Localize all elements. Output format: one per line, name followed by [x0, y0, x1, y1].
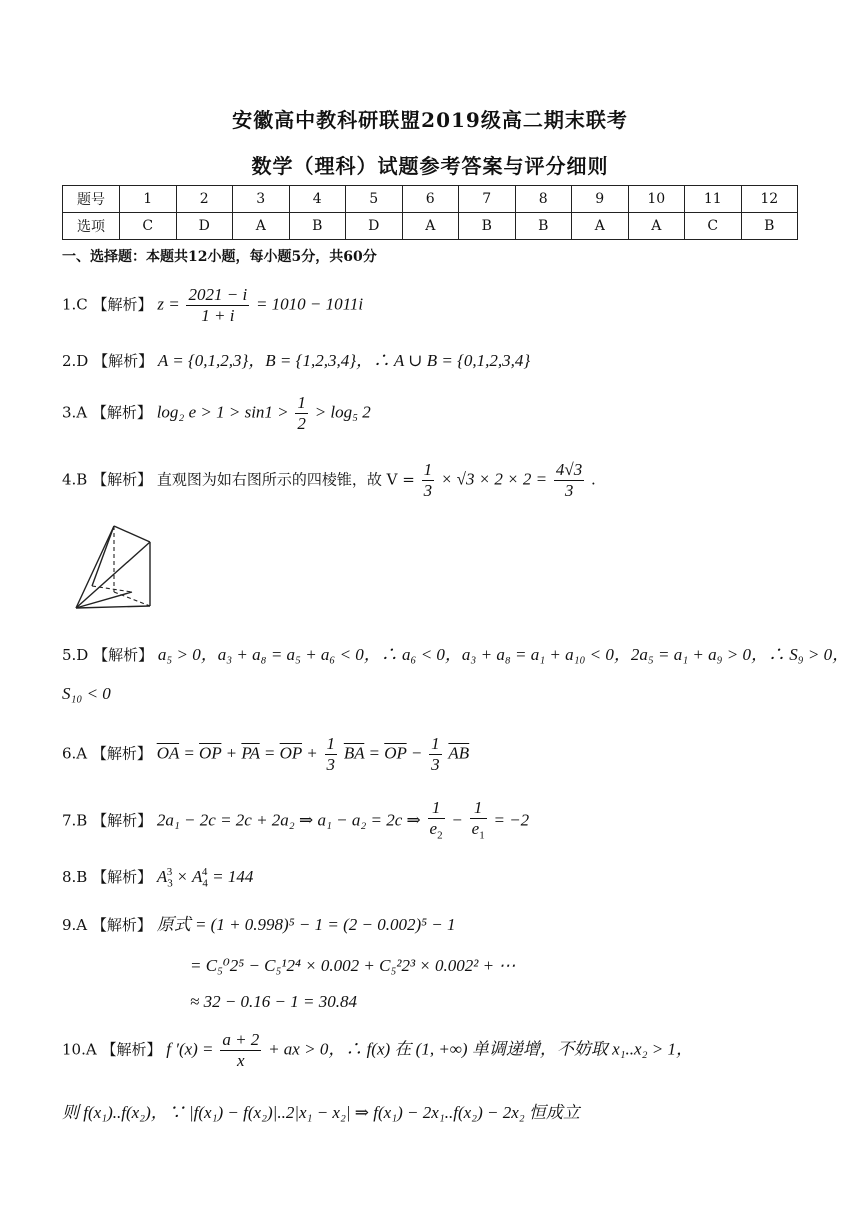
formula: S₁₀ < 0 [62, 684, 111, 703]
solution-label: 7.B 【解析】 [62, 811, 153, 830]
solution-8: 8.B 【解析】 $A_3^3 \times A_4^4 = 144$ [62, 866, 254, 890]
solution-label: 3.A 【解析】 [62, 403, 152, 422]
solution-9-line3: ≈ 32 − 0.16 − 1 = 30.84 [190, 992, 357, 1011]
solution-label: 6.A 【解析】 [62, 744, 152, 763]
table-cell: B [289, 213, 346, 240]
solution-1: 1.C 【解析】 z = $\frac{2021 - i}{1 + i}$ = 1010 − 1011i [62, 285, 364, 325]
table-cell: B [459, 213, 516, 240]
table-cell: 7 [459, 186, 516, 213]
section-heading: 一、选择题：本题共12小题，每小题5分，共60分 [62, 249, 377, 265]
exam-subtitle: 数学（理科）试题参考答案与评分细则 [251, 154, 609, 178]
solution-label: 1.C 【解析】 [62, 295, 153, 314]
table-cell: D [176, 213, 233, 240]
solution-label: 8.B 【解析】 [62, 868, 153, 886]
solution-10-line2: 则 f(x₁)..f(x₂)，∵ |f(x₁) − f(x₂)|..2|x₁ − x₂| ⇒ f(x₁) − 2x₁..f(x₂) − 2x₂ 恒成立 [62, 1103, 580, 1122]
solution-3: 3.A 【解析】 log₂ e > 1 > sin1 > $\frac{1}{2}$ > log₅ 2 [62, 393, 371, 433]
solution-9-line2: = C₅⁰2⁵ − C₅¹2⁴ × 0.002 + C₅²2³ × 0.002² + ⋯ [190, 956, 516, 975]
question-number-row [63, 186, 798, 213]
fraction: $\frac{2021 - i}{1 + i}$ [188, 285, 248, 325]
solution-6: 6.A 【解析】 $\overline{OA} = \overline{OP} + \overline{PA} = \overline{OP}$ + $\frac{1}{3}$ $\overline{BA} = \overline{OP}$ − $\frac{1}{3}$ $\overline{AB}$ [62, 734, 470, 774]
formula: a₅ > 0，a₃ + a₈ = a₅ + a₆ < 0，∴ a₆ < 0，a₃ + a₈ = a₁ + a₁₀ < 0，2a₅ = a₁ + a₉ > 0，∴ S₉ > 0， [157, 645, 850, 664]
solution-4: 4.B 【解析】 直观图为如右图所示的四棱锥，故 V = $\frac{1}{3}$ × √3 × 2 × 2 = $\frac{4√3}{3}$ . [62, 460, 596, 500]
table-cell: 3 [233, 186, 290, 213]
fraction: $\frac{1}{2}$ [297, 393, 306, 433]
table-cell: 9 [572, 186, 629, 213]
table-cell: 4 [289, 186, 346, 213]
table-cell: A [233, 213, 290, 240]
solution-label: 5.D 【解析】 [62, 646, 154, 664]
solution-5 [62, 640, 849, 665]
table-cell: 1 [120, 186, 177, 213]
answer-table [62, 185, 798, 240]
table-cell: 6 [402, 186, 459, 213]
fraction: $\frac{4√3}{3}$ [555, 460, 583, 500]
solution-label: 9.A 【解析】 [62, 916, 152, 934]
exam-title: 安徽高中教科研联盟2019级高二期末联考 [232, 108, 628, 132]
table-cell: B [741, 213, 798, 240]
solution-10: 10.A 【解析】 f ′(x) = $\frac{a + 2}{x}$ + ax > 0，∴ f(x) 在 (1, +∞) 单调递增，不妨取 x₁..x₂ > 1， [62, 1030, 693, 1070]
table-cell: 5 [346, 186, 403, 213]
table-cell: A [572, 213, 629, 240]
solution-label: 4.B 【解析】 [62, 470, 153, 489]
table-cell: C [120, 213, 177, 240]
table-cell: 8 [515, 186, 572, 213]
table-cell: 10 [628, 186, 685, 213]
table-cell: 2 [176, 186, 233, 213]
pyramid-figure [70, 520, 160, 615]
row-label-answer: 选项 [63, 213, 120, 240]
table-cell: 11 [685, 186, 742, 213]
solution-label: 10.A 【解析】 [62, 1040, 162, 1059]
solution-9: 9.A 【解析】 原式 = (1 + 0.998)⁵ − 1 = (2 − 0.002)⁵ − 1 [62, 915, 456, 934]
table-cell: A [628, 213, 685, 240]
table-cell: 12 [741, 186, 798, 213]
table-cell: B [515, 213, 572, 240]
formula: A = {0,1,2,3}，B = {1,2,3,4}，∴ A ∪ B = {0,1,2,3,4} [157, 351, 531, 370]
solution-5-cont [62, 684, 111, 704]
solution-7: 7.B 【解析】 2a₁ − 2c = 2c + 2a₂ ⇒ a₁ − a₂ = 2c ⇒ $\frac{1}{e_2}$ − $\frac{1}{e_1}$ = −2 [62, 798, 530, 842]
solution-label: 2.D 【解析】 [62, 352, 154, 370]
solution-2 [62, 346, 530, 371]
table-cell: C [685, 213, 742, 240]
table-cell: A [402, 213, 459, 240]
row-label-number: 题号 [63, 186, 120, 213]
answer-row [63, 213, 798, 240]
fraction: $\frac{1}{3}$ [423, 460, 433, 500]
table-cell: D [346, 213, 403, 240]
